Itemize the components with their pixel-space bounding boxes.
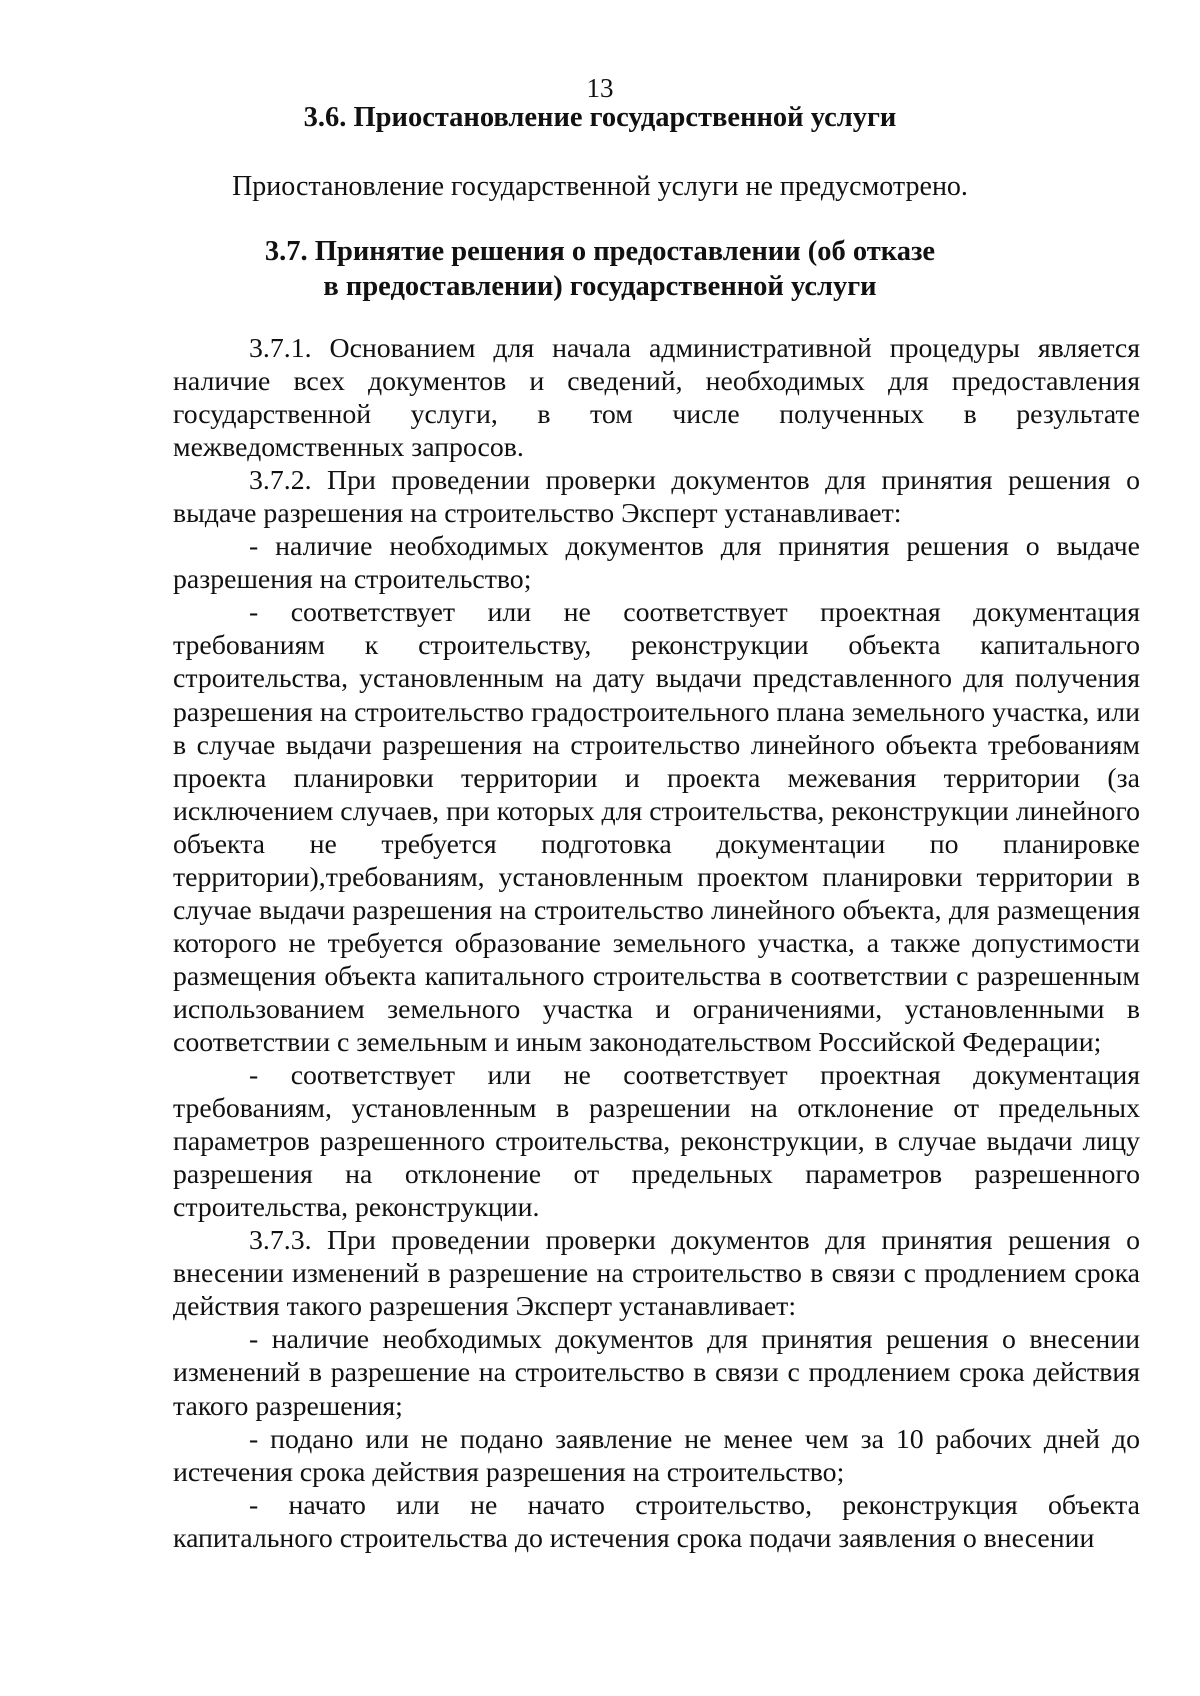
list-item: - наличие необходимых документов для принятия решения о внесении изменений в разрешение на строительство в связи с продлением срока действия такого разрешения; xyxy=(173,1324,1140,1422)
paragraph-3-7-1: 3.7.1. Основанием для начала административной процедуры является наличие всех документов и сведений, необходимых для предоставления государственной услуги, в том числе полученных в результате межведомственных запросов. xyxy=(173,333,1140,464)
section-3-7-body xyxy=(173,332,1140,1555)
section-3-7-heading-line-2: в предоставлении) государственной услуги xyxy=(323,271,877,302)
paragraph-3-7-2: 3.7.2. При проведении проверки документов для принятия решения о выдаче разрешения на строительство Эксперт устанавливает: xyxy=(173,465,1140,530)
section-3-6-heading: 3.6. Приостановление государственной услуги xyxy=(303,102,897,133)
section-3-7-heading-line-1: 3.7. Принятие решения о предоставлении (об отказе xyxy=(264,236,936,267)
list-item: - соответствует или не соответствует проектная документация требованиям к строительству, реконструкции объекта капитального строительства, установленным на дату выдачи представленного для получения разрешения на строительство градостроительного плана земельного участка, или в случае выдачи разрешения на строительство линейного объекта требованиям проекта планировки территории и проекта межевания территории (за исключением случаев, при которых для строительства, реконструкции линейного объекта не требуется подготовка документации по планировке территории),требованиям, установленным проектом планировки территории в случае выдачи разрешения на строительство линейного объекта, для размещения которого не требуется образование земельного участка, а также допустимости размещения объекта капитального строительства в соответствии с разрешенным использованием земельного участка и ограничениями, установленными в соответствии с земельным и иным законодательством Российской Федерации; xyxy=(173,597,1140,1058)
paragraph-3-7-3: 3.7.3. При проведении проверки документов для принятия решения о внесении изменений в разрешение на строительство в связи с продлением срока действия такого разрешения Эксперт устанавливает: xyxy=(173,1225,1140,1323)
section-3-7-heading xyxy=(0,234,1200,304)
section-3-6-text: Приостановление государственной услуги не предусмотрено. xyxy=(232,171,968,202)
page-number: 13 xyxy=(586,73,614,103)
list-item: - соответствует или не соответствует проектная документация требованиям, установленным в разрешении на отклонение от предельных параметров разрешенного строительства, реконструкции, в случае выдачи лицу разрешения на отклонение от предельных параметров разрешенного строительства, реконструкции. xyxy=(173,1060,1140,1224)
list-item: - наличие необходимых документов для принятия решения о выдаче разрешения на строительство; xyxy=(173,531,1140,596)
list-item: - подано или не подано заявление не менее чем за 10 рабочих дней до истечения срока действия разрешения на строительство; xyxy=(173,1423,1140,1488)
list-item: - начато или не начато строительство, реконструкция объекта капитального строительства до истечения срока подачи заявления о внесении xyxy=(173,1489,1140,1554)
